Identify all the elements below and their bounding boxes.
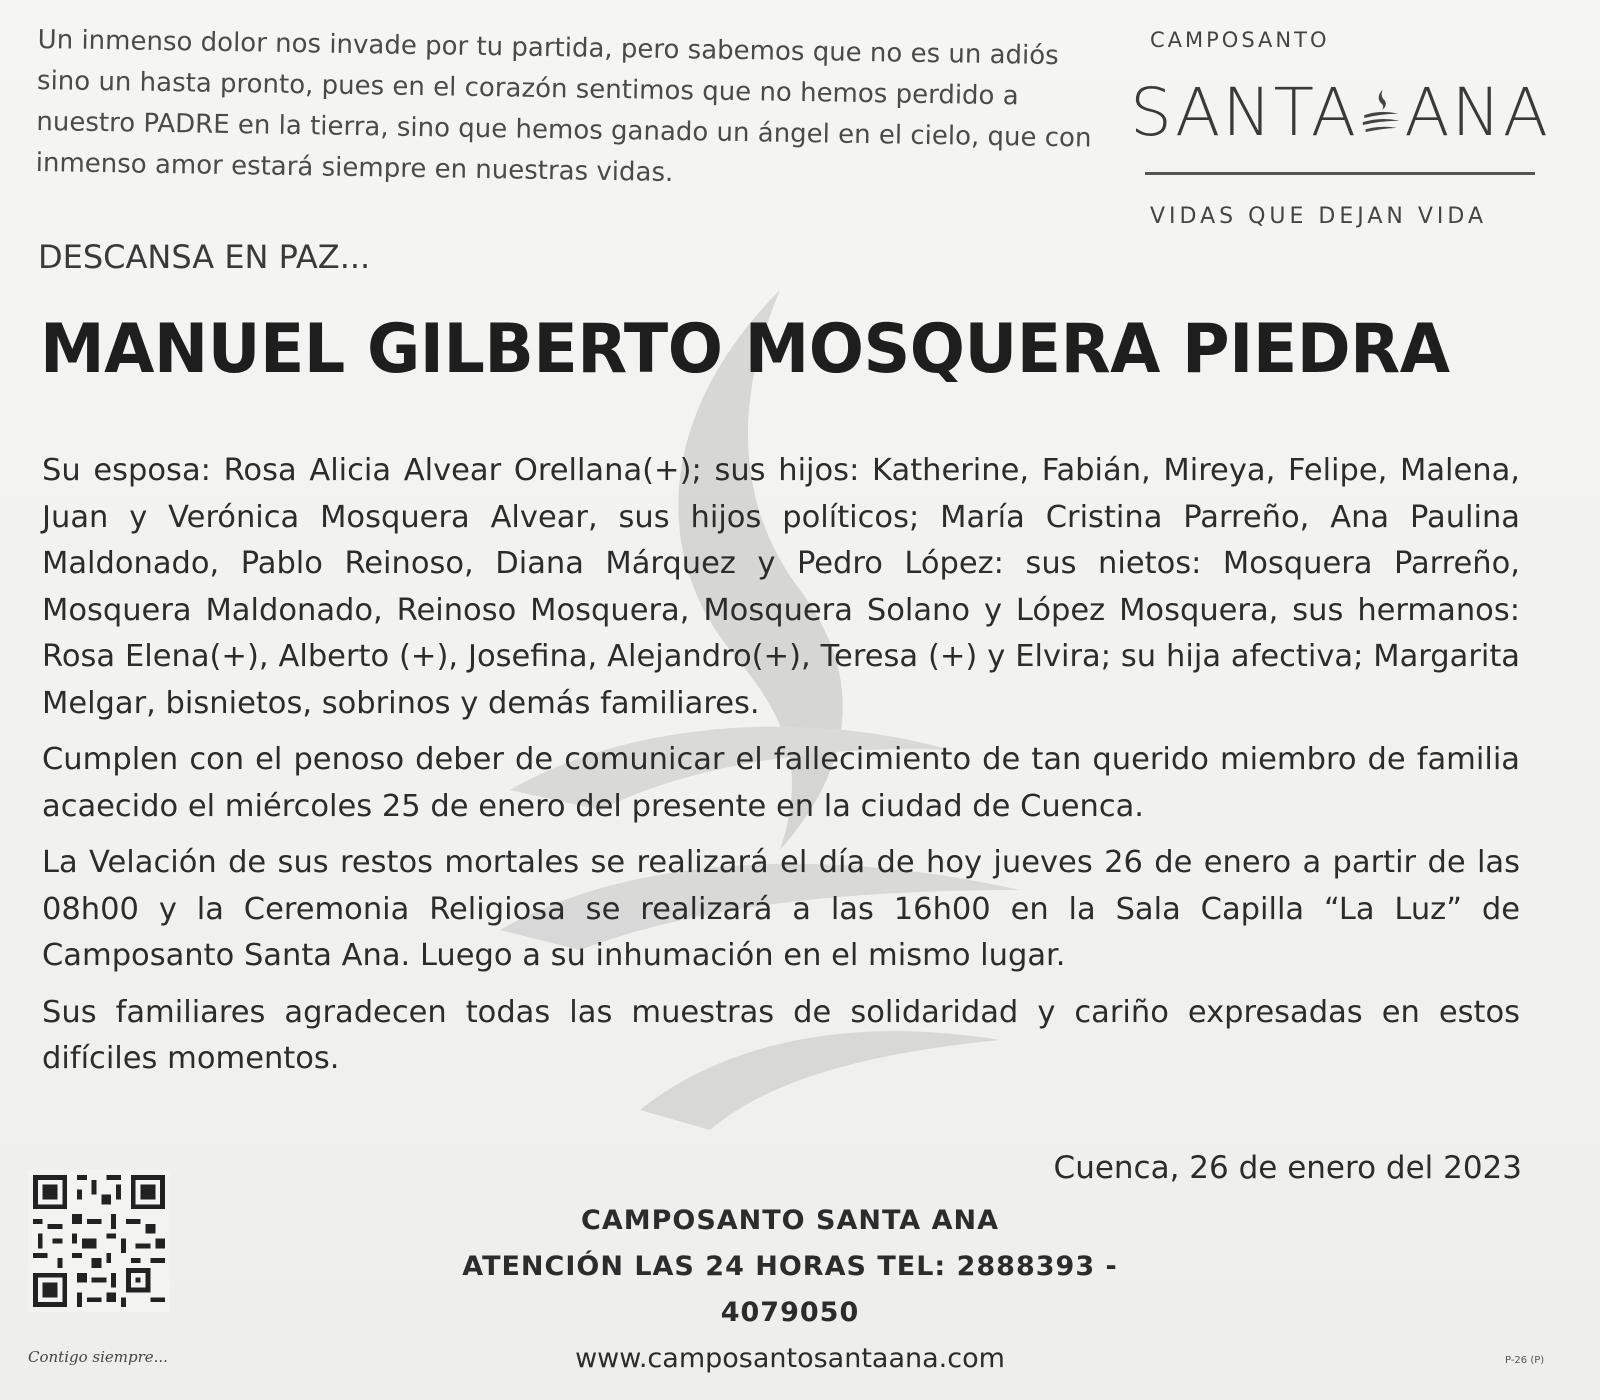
logo-name <box>1130 74 1550 151</box>
intro-message: Un inmenso dolor nos invade por tu partida, pero sabemos que no es un adiós sino un hasta pronto, pues en el corazón sentimos que no hemos perdido a nuestro PADRE en la tierra, sino que hemos ganado un ángel en el cielo, que con inmenso amor estará siempre en nuestras vidas. <box>35 24 1092 188</box>
deceased-name: MANUEL GILBERTO MOSQUERA PIEDRA <box>40 310 1450 389</box>
flame-wave-icon <box>1360 78 1402 148</box>
family-paragraph: Su esposa: Rosa Alicia Alvear Orellana(+); sus hijos: Katherine, Fabián, Mireya, Felipe, Malena, Juan y Verónica Mosquera Alvear, sus hijos políticos; María Cristina Parreño, Ana Paulina Maldonado, Pablo Reinoso, Diana Márquez y Pedro López: sus nietos: Mosquera Parreño, Mosquera Maldonado, Reinoso Mosquera, Mosquera Solano y López Mosquera, sus hermanos: Rosa Elena(+), Alberto (+), Josefina, Alejandro(+), Teresa (+) y Elvira; su hija afectiva; Margarita Melgar, bisnietos, sobrinos y demás familiares. <box>42 453 1520 721</box>
footer-contact <box>390 1198 1190 1382</box>
footer-website: www.camposantosantaana.com <box>575 1343 1005 1374</box>
obituary-body <box>42 448 1520 1093</box>
logo-name-left: SANTA <box>1130 74 1358 151</box>
logo-top-text: CAMPOSANTO <box>1150 28 1330 52</box>
rest-in-peace-heading: DESCANSA EN PAZ... <box>38 238 371 276</box>
footer-phone: ATENCIÓN LAS 24 HORAS TEL: 2888393 - 4079050 <box>462 1251 1118 1328</box>
qr-code <box>28 1170 170 1312</box>
logo-divider <box>1145 172 1535 175</box>
logo-name-right: ANA <box>1404 74 1550 151</box>
camposanto-logo <box>1130 24 1550 244</box>
ceremony-paragraph: La Velación de sus restos mortales se realizará el día de hoy jueves 26 de enero a partir de las 08h00 y la Ceremonia Religiosa se realizará a las 16h00 en la Sala Capilla “La Luz” de Camposanto Santa Ana. Luego a su inhumación en el mismo lugar. <box>42 845 1520 973</box>
footer-org: CAMPOSANTO SANTA ANA <box>581 1205 999 1236</box>
thanks-paragraph: Sus familiares agradecen todas las muestras de solidaridad y cariño expresadas en estos difíciles momentos. <box>42 994 1520 1076</box>
qr-caption: Contigo siempre... <box>28 1348 168 1366</box>
ad-code: P-26 (P) <box>1505 1355 1545 1366</box>
logo-tagline: VIDAS QUE DEJAN VIDA <box>1150 204 1487 229</box>
announcement-paragraph: Cumplen con el penoso deber de comunicar el fallecimiento de tan querido miembro de familia acaecido el miércoles 25 de enero del presente en la ciudad de Cuenca. <box>42 742 1520 824</box>
date-line: Cuenca, 26 de enero del 2023 <box>1053 1150 1522 1186</box>
